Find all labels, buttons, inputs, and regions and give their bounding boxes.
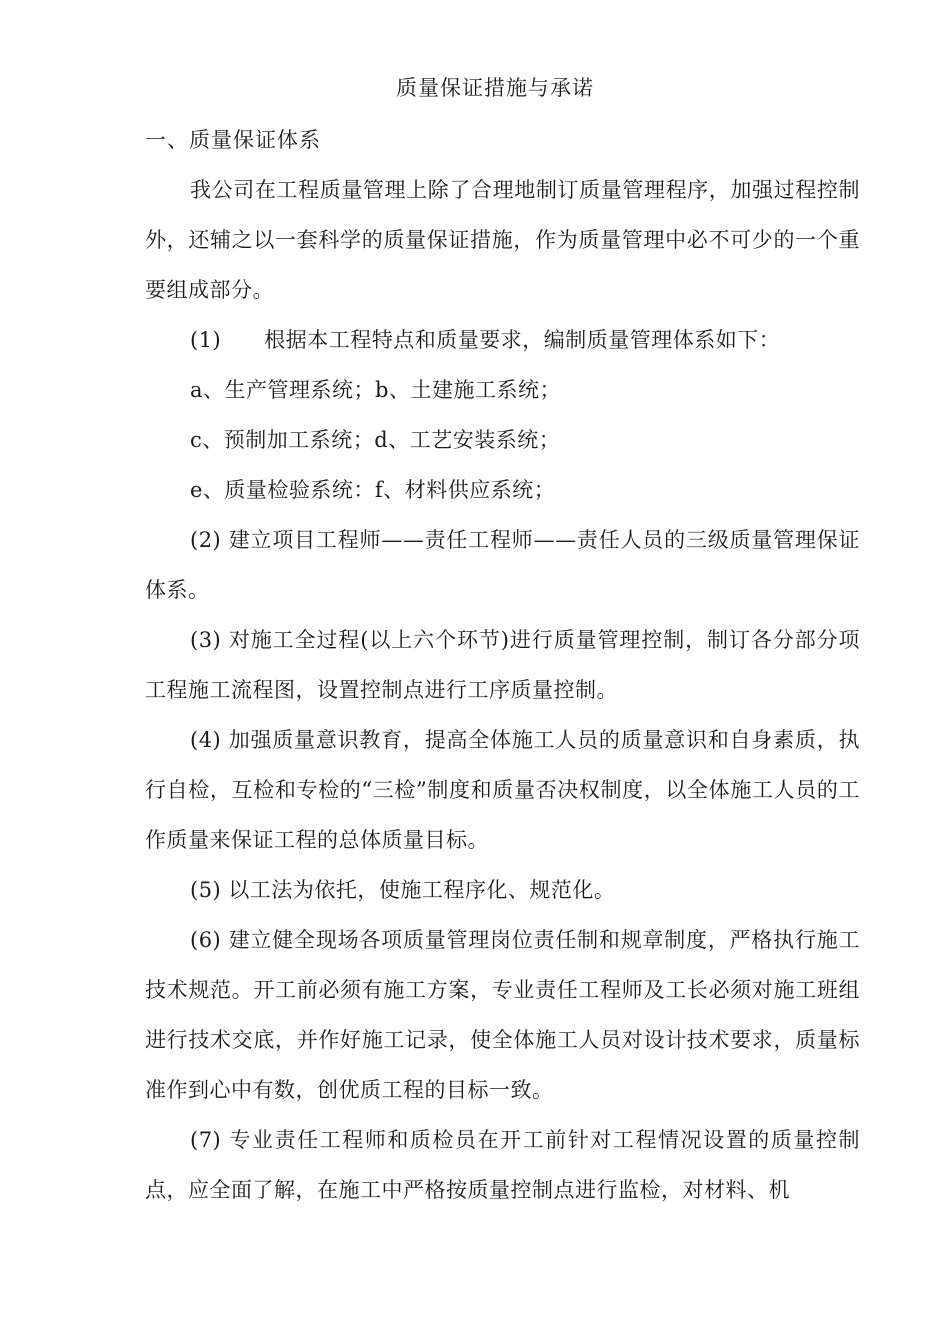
- item-7: (7) 专业责任工程师和质检员在开工前针对工程情况设置的质量控制点，应全面了解，在施工中严格按质量控制点进行监检，对材料、机: [145, 1128, 860, 1202]
- item-5: (5) 以工法为依托，使施工程序化、规范化。: [190, 878, 616, 902]
- document-body: [145, 165, 860, 1215]
- document-title: 质量保证措施与承诺: [396, 76, 594, 100]
- system-list-ef: e、质量检验系统：f、材料供应系统；: [190, 478, 556, 502]
- item-6: (6) 建立健全现场各项质量管理岗位责任制和规章制度，严格执行施工技术规范。开工前必须有施工方案，专业责任工程师及工长必须对施工班组进行技术交底，并作好施工记录，使全体施工人员对设计技术要求，质量标准作到心中有数，创优质工程的目标一致。: [145, 928, 860, 1102]
- item-4: (4) 加强质量意识教育，提高全体施工人员的质量意识和自身素质，执行自检，互检和专检的“三检”制度和质量否决权制度，以全体施工人员的工作质量来保证工程的总体质量目标。: [145, 728, 860, 852]
- system-list-cd: c、预制加工系统；d、工艺安装系统；: [190, 428, 561, 452]
- item-1: (1) 根据本工程特点和质量要求，编制质量管理体系如下：: [190, 328, 781, 352]
- intro-paragraph: 我公司在工程质量管理上除了合理地制订质量管理程序，加强过程控制外，还辅之以一套科学的质量保证措施，作为质量管理中必不可少的一个重要组成部分。: [145, 178, 860, 302]
- section-heading: 一、质量保证体系: [145, 128, 321, 152]
- system-list-ab: a、生产管理系统；b、土建施工系统；: [190, 378, 561, 402]
- item-3: (3) 对施工全过程(以上六个环节)进行质量管理控制，制订各分部分项工程施工流程图，设置控制点进行工序质量控制。: [145, 628, 860, 702]
- item-2: (2) 建立项目工程师——责任工程师——责任人员的三级质量管理保证体系。: [145, 528, 860, 602]
